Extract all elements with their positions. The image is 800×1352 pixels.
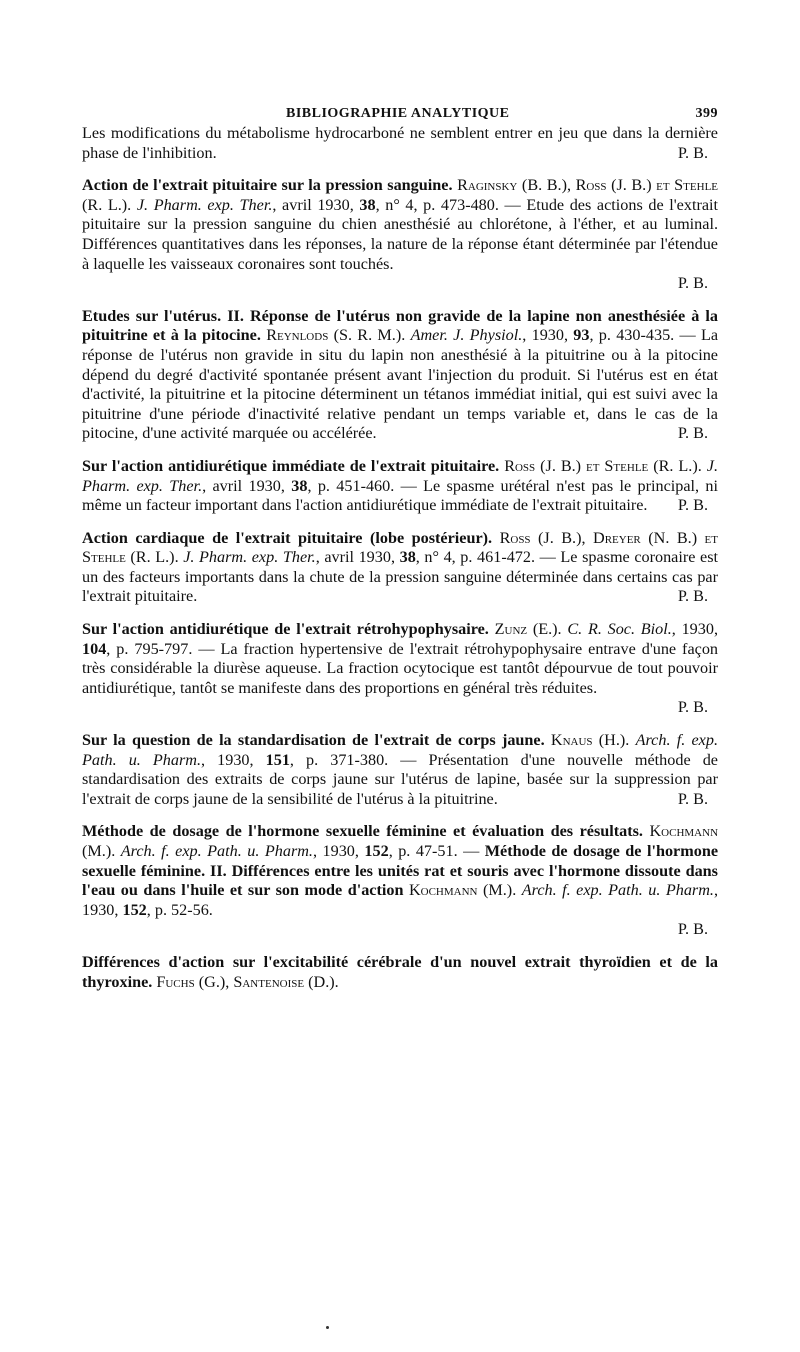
entry-citation: , p. 451-460. bbox=[307, 476, 395, 495]
entry-volume: 38 bbox=[291, 476, 308, 495]
entry-journal: J. Pharm. exp. Ther. bbox=[183, 548, 316, 567]
entry-journal: C. R. Soc. Biol. bbox=[567, 620, 672, 639]
entry-citation: , avril 1930, bbox=[272, 195, 360, 214]
page-number: 399 bbox=[695, 106, 718, 121]
entry-authors: Raginsky (B. B.), Ross (J. B.) et Stehle (R. L.). bbox=[82, 176, 719, 214]
entry-citation: , p. 47-51. bbox=[388, 842, 458, 860]
document-page bbox=[82, 100, 718, 1005]
page-speck bbox=[326, 1326, 329, 1329]
entry-journal: Arch. f. exp. Path. u. Pharm. bbox=[120, 842, 313, 860]
entry-citation: , p. 52-56. bbox=[146, 900, 213, 919]
entry-title: Méthode de dosage de l'hormone sexuelle féminine et évaluation des résultats. bbox=[82, 822, 643, 841]
entry-signature: P. B. bbox=[677, 698, 708, 717]
entry-journal: Arch. f. exp. Path. u. Pharm. bbox=[521, 881, 714, 900]
entry-text: — Le spasme urétéral n'est pas le principal, ni même un facteur important dans l'action antidiurétique immédiate de l'extrait pituitaire. bbox=[82, 476, 718, 515]
entry-volume: 152 bbox=[122, 900, 147, 919]
entry-text: — Etude des actions de l'extrait pituitaire sur la pression sanguine du chien anesthésié au chlorétone, à l'éther, et au luminal. Différences quantitatives dans les réponses, la nature de la réponse étant déterminée par l'étendue à laquelle les vaisseaux coronaires sont touchés. bbox=[82, 195, 719, 273]
entry-volume: 38 bbox=[359, 195, 376, 214]
entry-journal: J. Pharm. exp. Ther. bbox=[136, 195, 273, 214]
entry-authors: Ross (J. B.) et Stehle (R. L.). bbox=[504, 456, 702, 475]
bibliography-entry bbox=[82, 822, 718, 940]
bibliography-entry bbox=[82, 529, 718, 607]
entry-citation: , 1930, bbox=[522, 326, 574, 345]
entry-authors: Zunz (E.). bbox=[494, 620, 562, 639]
entry-title: Sur l'action antidiurétique de l'extrait rétrohypophysaire. bbox=[82, 620, 489, 639]
bibliography-entry bbox=[82, 953, 718, 992]
entry-title: Sur l'action antidiurétique immédiate de l'extrait pituitaire. bbox=[82, 456, 500, 475]
entry-signature: P. B. bbox=[677, 496, 708, 515]
bibliography-entry bbox=[82, 176, 718, 294]
entry-volume: 104 bbox=[82, 639, 107, 658]
entry-signature: P. B. bbox=[677, 143, 708, 162]
entry-volume: 151 bbox=[265, 750, 290, 769]
entry-citation: , avril 1930, bbox=[315, 548, 400, 567]
entry-citation: , 1930, bbox=[312, 842, 365, 860]
entry-authors: Ross (J. B.), Dreyer (N. B.) et Stehle (R. L.). bbox=[82, 528, 718, 567]
entry-authors: Knaus (H.). bbox=[550, 731, 630, 750]
bibliography-entry bbox=[82, 620, 718, 718]
bibliography-entry bbox=[82, 307, 718, 444]
entry-citation: , 1930, bbox=[671, 620, 719, 639]
entry-citation: , n° 4, p. 473-480. bbox=[375, 195, 499, 214]
entry-title: Sur la question de la standardisation de l'extrait de corps jaune. bbox=[82, 731, 545, 750]
entry-journal: Arch. f. exp. Path. u. Pharm. bbox=[82, 731, 719, 769]
entry-citation: , 1930, bbox=[82, 881, 719, 919]
entry-signature: P. B. bbox=[677, 920, 708, 939]
entry-title: Différences d'action sur l'excitabilité cérébrale d'un nouvel extrait thyroïdien et de la thyroxine. bbox=[82, 952, 718, 991]
entry-authors: Kochmann (M.). bbox=[82, 822, 719, 860]
entry-citation: , n° 4, p. 461-472. bbox=[415, 548, 536, 567]
entry-authors: Reynlods (S. R. M.). bbox=[266, 326, 406, 345]
entry-journal: J. Pharm. exp. Ther. bbox=[82, 456, 718, 495]
entry-citation: , p. 371-380. bbox=[289, 750, 389, 769]
bibliography-entry bbox=[82, 731, 718, 809]
entry-text: — La réponse de l'utérus non gravide in situ du lapin non anesthésié à la pituitrine ou à la pitocine dépend du degré d'activité spontanée présent avant l'injection du produit. Si l'utérus est en état d'activité, la pituitrine et la pitocine déterminent un tétanos immédiat initial, qui est suivi avec la pituitrine d'une période d'inactivité relative pendant un temps variable et, dans le cas de la pitocine, d'une activité marquée ou accélérée. bbox=[82, 326, 719, 443]
entry-signature: P. B. bbox=[677, 587, 708, 606]
entry-volume: 152 bbox=[364, 842, 389, 860]
entry-volume: 38 bbox=[399, 548, 416, 567]
entry-title: Méthode de dosage de l'hormone sexuelle féminine. II. Différences entre les unités rat et souris avec l'hormone dissoute dans l'eau ou dans l'huile et sur son mode d'action bbox=[82, 842, 719, 900]
page-header bbox=[82, 100, 718, 124]
bibliography-entry bbox=[82, 124, 718, 163]
entry-title: Action de l'extrait pituitaire sur la pression sanguine. bbox=[82, 176, 453, 195]
running-title: BIBLIOGRAPHIE ANALYTIQUE bbox=[286, 106, 510, 121]
entry-signature: P. B. bbox=[677, 274, 708, 293]
entry-signature: P. B. bbox=[677, 789, 708, 808]
entry-title: Action cardiaque de l'extrait pituitaire (lobe postérieur). bbox=[82, 528, 493, 547]
entry-authors: Kochmann (M.). bbox=[403, 881, 517, 900]
entry-text: Les modifications du métabolisme hydrocarboné ne semblent entrer en jeu que dans la dernière phase de l'inhibition. bbox=[82, 124, 718, 162]
bibliography-entry bbox=[82, 457, 718, 516]
entry-volume: 93 bbox=[573, 326, 590, 345]
entry-text: — La fraction hypertensive de l'extrait rétrohypophysaire entrave d'une façon très considérable la diurèse aqueuse. La fraction ocytocique est tantôt dépourvue de tout pouvoir antidiurétique, tantôt se manifeste dans des proportions en général très réduites. bbox=[82, 639, 719, 697]
entry-citation: , p. 430-435. bbox=[589, 326, 675, 345]
entry-title: Etudes sur l'utérus. II. Réponse de l'utérus non gravide de la lapine non anesthésiée à la pituitrine et à la pitocine. bbox=[82, 306, 718, 345]
entry-text: — Présentation d'une nouvelle méthode de standardisation des extraits de corps jaune sur l'utérus de lapine, basée sur la suppression par l'extrait de corps jaune de la sensibilité de l'utérus à la pituitrine. bbox=[82, 750, 718, 808]
entry-citation: , p. 795-797. bbox=[106, 639, 193, 658]
entry-citation: , 1930, bbox=[201, 750, 266, 769]
entry-authors: Fuchs (G.), Santenoise (D.). bbox=[156, 972, 339, 991]
entry-text: — bbox=[457, 842, 485, 860]
entry-text: — Le spasme coronaire est un des facteurs importants dans la chute de la pression sanguine déterminée dans certains cas par l'extrait pituitaire. bbox=[82, 548, 719, 606]
entry-citation: , avril 1930, bbox=[202, 476, 292, 495]
entry-journal: Amer. J. Physiol. bbox=[410, 326, 523, 345]
entry-signature: P. B. bbox=[677, 424, 708, 443]
